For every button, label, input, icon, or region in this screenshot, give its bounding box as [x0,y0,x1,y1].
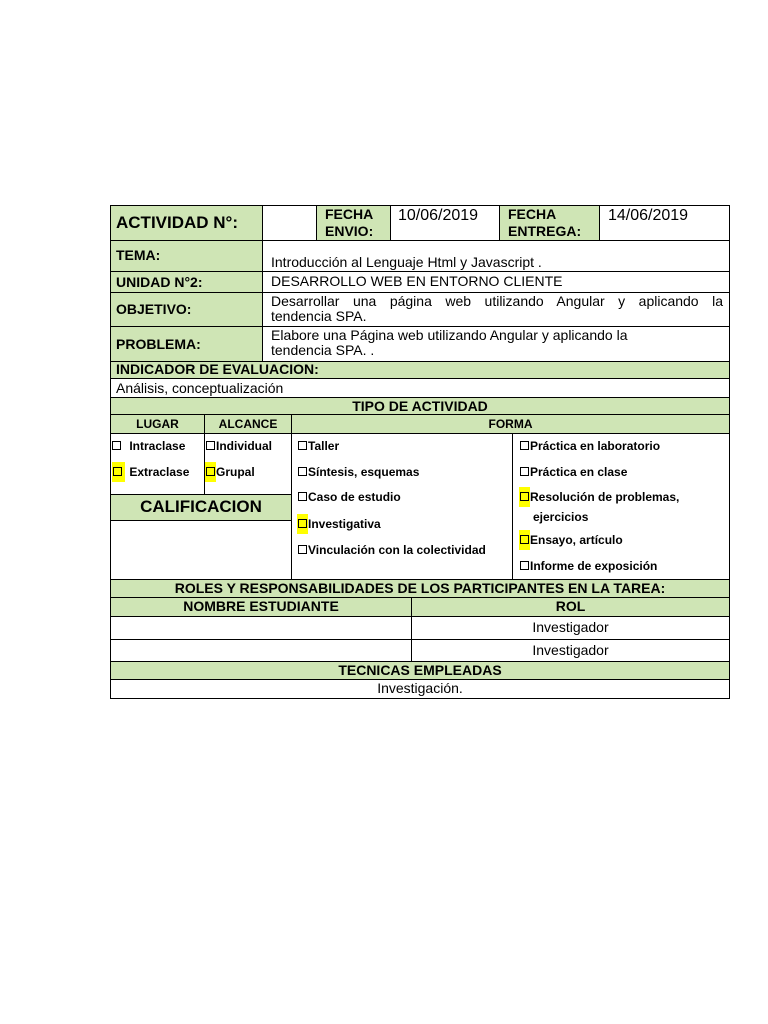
tecnicas-value: Investigación. [377,680,463,696]
fecha-entrega-label-cell [499,205,600,241]
option-informe-exposicion[interactable] [520,559,657,573]
nombre-cell-2 [110,639,412,662]
option-label: Grupal [216,465,255,479]
alcance-header: ALCANCE [218,417,278,431]
tema-value: Introducción al Lenguaje Html y Javascript . [271,254,542,270]
option-label: Práctica en laboratorio [530,439,661,453]
rol-value: Investigador [532,619,609,635]
checkbox-icon[interactable] [298,467,307,476]
problema-label: PROBLEMA: [116,336,201,352]
checkbox-icon[interactable] [520,535,529,544]
option-individual[interactable] [206,439,272,453]
checkbox-icon[interactable] [206,467,215,476]
indicador-label-cell [110,361,730,379]
actividad-label: ACTIVIDAD N°: [116,213,239,232]
checkbox-icon[interactable] [298,492,307,501]
objetivo-line2: tendencia SPA. [271,308,367,324]
calificacion-value-cell [110,520,292,580]
tipo-actividad-title-cell [110,397,730,415]
option-label: Ensayo, artículo [530,533,623,547]
fecha-entrega-label-line2: ENTREGA: [508,223,582,239]
roles-title-cell [110,579,730,598]
indicador-value-cell [110,378,730,398]
indicador-label: INDICADOR DE EVALUACION: [116,361,319,377]
problema-line1: Elabore una Página web utilizando Angular y aplicando la [271,327,628,343]
checkbox-icon[interactable] [298,441,307,450]
objetivo-value-cell [262,292,730,327]
unidad-value: DESARROLLO WEB EN ENTORNO CLIENTE [271,273,563,289]
tecnicas-value-cell [110,679,730,699]
actividad-value-cell [262,205,317,241]
option-label: Práctica en clase [530,465,628,479]
option-extraclase[interactable] [112,465,189,479]
lugar-header: LUGAR [136,417,179,431]
forma-header-cell [291,414,730,434]
option-resolucion-continuation [533,510,588,524]
calificacion-label: CALIFICACION [140,497,262,516]
fecha-envio-label-cell [316,205,391,241]
unidad-value-cell [262,271,730,293]
objetivo-label-cell [110,292,263,327]
option-label: Taller [308,439,340,453]
forma-header: FORMA [488,417,533,431]
checkbox-icon[interactable] [206,441,215,450]
option-practica-laboratorio[interactable] [520,439,660,453]
rol-header-cell [411,597,730,617]
checkbox-icon[interactable] [112,441,121,450]
option-label: Investigativa [308,517,381,531]
fecha-envio-label-line2: ENVIO: [325,223,374,239]
fecha-envio-value-cell [390,205,500,241]
option-label: Individual [216,439,273,453]
option-ensayo[interactable] [519,533,623,547]
option-investigativa[interactable] [297,517,381,531]
option-label: Intraclase [129,439,186,453]
nombre-estudiante-header-cell [110,597,412,617]
fecha-envio-value: 10/06/2019 [398,207,479,224]
tipo-actividad-title: TIPO DE ACTIVIDAD [352,398,488,414]
checkbox-icon[interactable] [520,467,529,476]
rol-cell-2 [411,639,730,662]
rol-header: ROL [555,598,586,614]
option-taller[interactable] [298,439,339,453]
fecha-entrega-value: 14/06/2019 [608,207,689,224]
problema-line2: tendencia SPA. . [271,342,375,358]
indicador-value: Análisis, conceptualización [116,380,284,396]
problema-value-cell [262,326,730,362]
alcance-header-cell [204,414,292,434]
checkbox-icon[interactable] [520,441,529,450]
rol-value: Investigador [532,642,609,658]
option-label: ejercicios [533,510,589,524]
objetivo-label: OBJETIVO: [116,301,192,317]
option-label: Extraclase [129,465,190,479]
tema-label-cell [110,240,263,272]
calificacion-label-cell [110,494,292,521]
option-label: Informe de exposición [530,559,658,573]
lugar-header-cell [110,414,205,434]
tecnicas-title: TECNICAS EMPLEADAS [338,662,502,678]
option-grupal[interactable] [205,465,255,479]
fecha-entrega-label-line1: FECHA [508,206,557,222]
roles-title: ROLES Y RESPONSABILIDADES DE LOS PARTICIPANTES EN LA TAREA: [174,580,666,596]
unidad-label: UNIDAD N°2: [116,274,203,290]
option-practica-clase[interactable] [520,465,627,479]
tema-label: TEMA: [116,247,161,263]
option-label: Síntesis, esquemas [308,465,420,479]
tema-value-cell [262,240,730,272]
fecha-entrega-value-cell [599,205,730,241]
option-sintesis[interactable] [298,465,419,479]
checkbox-icon[interactable] [520,561,529,570]
option-label: Resolución de problemas, [530,490,680,504]
checkbox-icon[interactable] [520,492,529,501]
fecha-envio-label-line1: FECHA [325,206,374,222]
objetivo-line1: Desarrollar una página web utilizando Angular y aplicando la [271,293,723,309]
nombre-estudiante-header: NOMBRE ESTUDIANTE [183,598,339,614]
forma-left-options-cell [291,433,513,580]
tecnicas-title-cell [110,661,730,680]
rol-cell-1 [411,616,730,640]
actividad-label-cell [110,205,263,241]
problema-label-cell [110,326,263,362]
nombre-cell-1 [110,616,412,640]
option-label: Caso de estudio [308,490,401,504]
option-resolucion-problemas[interactable] [519,490,679,504]
option-intraclase[interactable] [112,439,185,453]
option-caso-estudio[interactable] [298,490,401,504]
forma-right-options-cell [512,433,730,580]
option-vinculacion[interactable] [298,543,486,557]
checkbox-icon[interactable] [113,467,122,476]
checkbox-icon[interactable] [298,519,307,528]
checkbox-icon[interactable] [298,545,307,554]
unidad-label-cell [110,271,263,293]
option-label: Vinculación con la colectividad [308,543,486,557]
